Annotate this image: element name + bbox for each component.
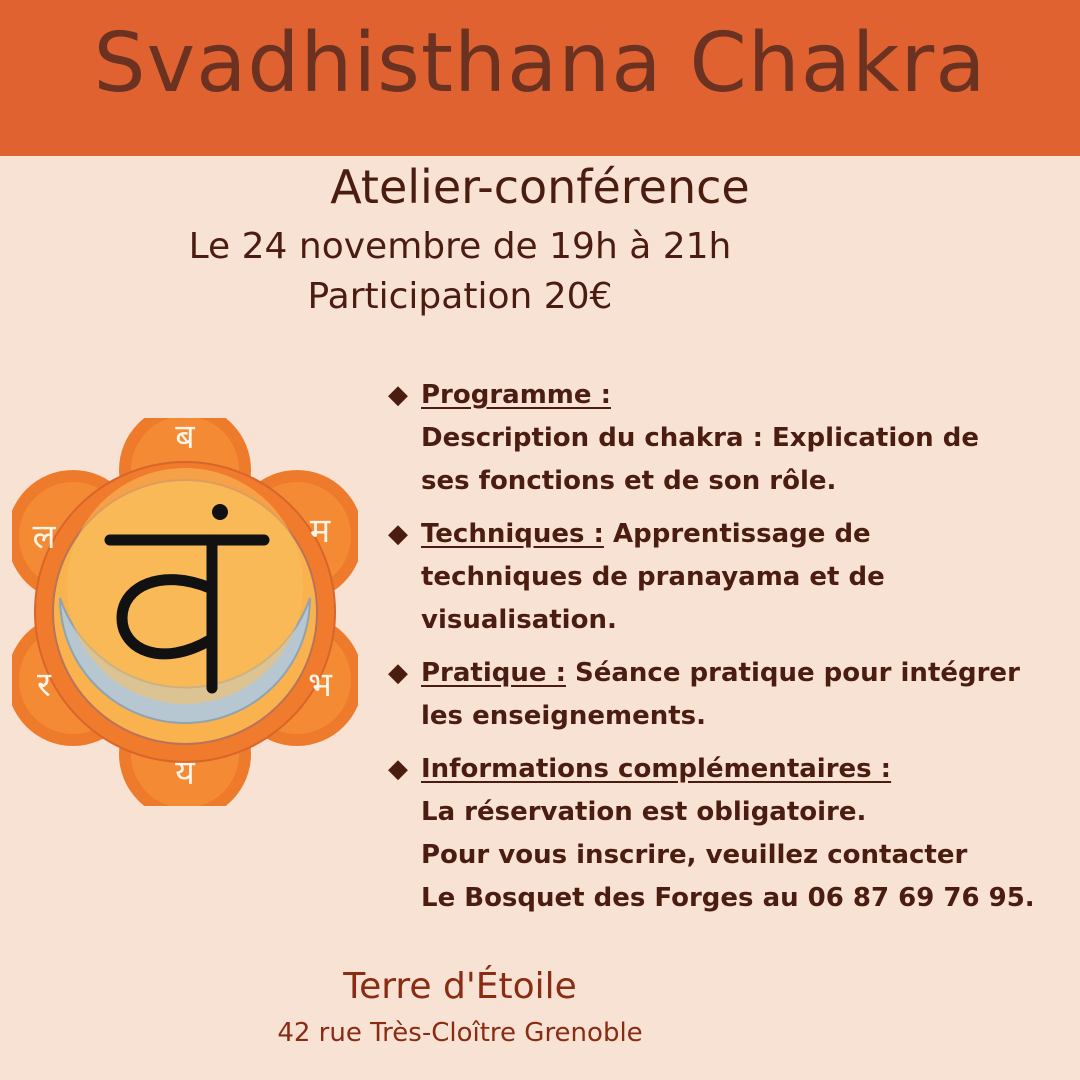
item-line: La réservation est obligatoire. xyxy=(421,797,867,827)
venue-name: Terre d'Étoile xyxy=(343,966,577,1007)
item-line: Description du chakra : Explication de xyxy=(421,423,979,453)
list-item-pratique xyxy=(388,652,1068,738)
list-item-informations xyxy=(388,748,1068,920)
item-line: les enseignements. xyxy=(421,701,707,731)
item-heading: Programme : xyxy=(421,380,611,410)
item-text: Apprentissage de xyxy=(603,519,871,549)
petal-glyph-bottom: य xyxy=(175,753,195,793)
petal-glyph-lower-left: र xyxy=(37,665,51,705)
petal-glyph-upper-right: म xyxy=(309,511,331,551)
diamond-bullet-icon: ◆ xyxy=(388,754,408,784)
item-line: Pour vous inscrire, veuillez contacter xyxy=(421,840,968,870)
list-item-techniques xyxy=(388,513,1068,642)
item-text: Séance pratique pour intégrer xyxy=(565,658,1020,688)
diamond-bullet-icon: ◆ xyxy=(388,380,408,410)
venue-address: 42 rue Très-Cloître Grenoble xyxy=(277,1018,643,1048)
diamond-bullet-icon: ◆ xyxy=(388,658,408,688)
event-price: Participation 20€ xyxy=(307,276,613,317)
item-heading: Techniques : xyxy=(421,519,604,549)
item-heading: Pratique : xyxy=(421,658,566,688)
title-banner xyxy=(0,0,1080,156)
item-line: Le Bosquet des Forges au 06 87 69 76 95. xyxy=(421,883,1035,913)
svadhisthana-chakra-icon xyxy=(12,418,358,806)
item-line: ses fonctions et de son rôle. xyxy=(421,466,837,496)
event-date: Le 24 novembre de 19h à 21h xyxy=(188,226,732,267)
petal-glyph-top: ब xyxy=(175,418,195,457)
petal-glyph-upper-left: ल xyxy=(32,517,56,557)
item-line: visualisation. xyxy=(421,605,617,635)
item-line: techniques de pranayama et de xyxy=(421,562,885,592)
diamond-bullet-icon: ◆ xyxy=(388,519,408,549)
event-subtitle: Atelier-conférence xyxy=(330,160,750,214)
item-heading: Informations complémentaires : xyxy=(421,754,892,784)
page-title: Svadhisthana Chakra xyxy=(93,16,987,111)
program-list xyxy=(388,374,1068,930)
list-item-programme xyxy=(388,374,1068,503)
petal-glyph-lower-right: भ xyxy=(308,665,332,705)
